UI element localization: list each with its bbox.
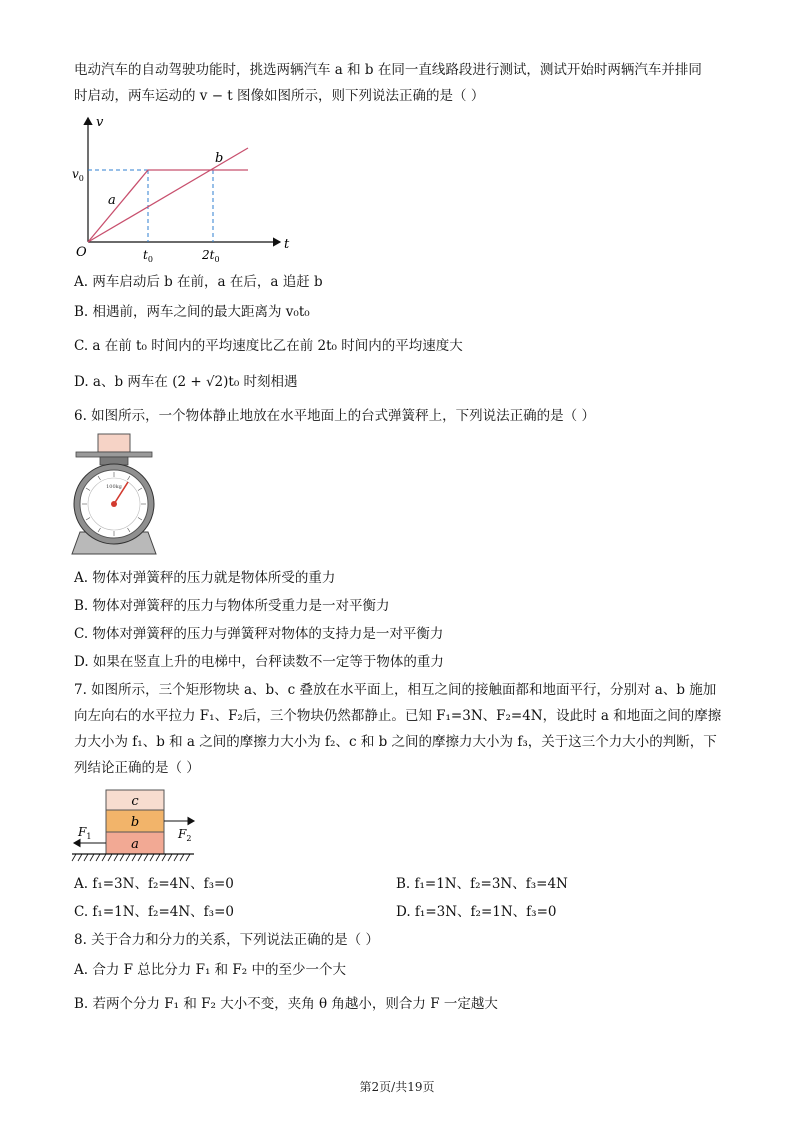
- block-b-label: b: [130, 815, 140, 830]
- q5-option-a: A. 两车启动后 b 在前，a 在后，a 追赶 b: [74, 274, 323, 290]
- q6-option-c: C. 物体对弹簧秤的压力与弹簧秤对物体的支持力是一对平衡力: [74, 626, 444, 642]
- q7-option-b: B. f₁=1N、f₂=3N、f₃=4N: [396, 876, 568, 892]
- vt-graph: [68, 112, 298, 267]
- q8-option-b: B. 若两个分力 F₁ 和 F₂ 大小不变，夹角 θ 角越小，则合力 F 一定越大: [74, 996, 498, 1012]
- q7-stem-line4: 列结论正确的是（ ）: [74, 760, 200, 776]
- page-footer: 第2页/共19页: [359, 1080, 435, 1094]
- q5-option-c: C. a 在前 t₀ 时间内的平均速度比乙在前 2t₀ 时间内的平均速度大: [74, 338, 463, 354]
- scale-label: 100kg: [106, 484, 122, 490]
- f2-sub: 2: [186, 834, 192, 843]
- q8-stem: 8. 关于合力和分力的关系，下列说法正确的是（ ）: [74, 932, 379, 948]
- origin-label: O: [76, 245, 87, 260]
- q7-stem-line3: 力大小为 f₁、b 和 a 之间的摩擦力大小为 f₂、c 和 b 之间的摩擦力大小为 f₃，关于这三个力大小的判断，下: [74, 734, 717, 750]
- spring-scale-figure: [70, 432, 160, 560]
- svg-text:v0: [72, 167, 84, 183]
- q7-option-d: D. f₁=3N、f₂=1N、f₃=0: [396, 904, 557, 920]
- blocks-figure: [70, 786, 200, 866]
- f1-label: F: [78, 825, 87, 839]
- axis-t-label: t: [284, 237, 290, 252]
- svg-text:F2: [177, 827, 191, 843]
- line-b-label: b: [215, 151, 224, 166]
- q5-option-d: D. a、b 两车在 (2 + √2)t₀ 时刻相遇: [74, 374, 298, 390]
- t0-sub: 0: [147, 255, 153, 264]
- svg-text:F1: [77, 825, 91, 841]
- axis-v-label: v: [96, 115, 104, 130]
- t0-label: t: [143, 248, 148, 262]
- block-c-label: c: [131, 794, 139, 809]
- q8-option-a: A. 合力 F 总比分力 F₁ 和 F₂ 中的至少一个大: [74, 962, 347, 978]
- q5-stem-line1: 电动汽车的自动驾驶功能时，挑选两辆汽车 a 和 b 在同一直线路段进行测试，测试开始时两辆汽车并排同: [74, 62, 702, 78]
- q6-option-d: D. 如果在竖直上升的电梯中，台秤读数不一定等于物体的重力: [74, 654, 444, 670]
- f1-sub: 1: [86, 832, 92, 841]
- svg-text:2t0: [201, 248, 220, 264]
- block-a-label: a: [131, 837, 139, 852]
- needle-hub: [111, 501, 117, 507]
- q6-option-b: B. 物体对弹簧秤的压力与物体所受重力是一对平衡力: [74, 598, 390, 614]
- v0-label: v: [72, 167, 79, 181]
- q6-option-a: A. 物体对弹簧秤的压力就是物体所受的重力: [74, 570, 336, 586]
- scale-platform: [76, 452, 152, 457]
- q5-stem-line2: 时启动，两车运动的 v − t 图像如图所示，则下列说法正确的是（ ）: [74, 88, 485, 104]
- q7-stem-line2: 向左向右的水平拉力 F₁、F₂后，三个物块仍然都静止。已知 F₁=3N、F₂=4N，设此时 a 和地面之间的摩擦: [74, 708, 722, 724]
- q7-option-c: C. f₁=1N、f₂=4N、f₃=0: [74, 904, 234, 920]
- q7-option-a: A. f₁=3N、f₂=4N、f₃=0: [74, 876, 234, 892]
- q5-option-b: B. 相遇前，两车之间的最大距离为 v₀t₀: [74, 304, 310, 320]
- svg-text:t0: [143, 248, 153, 264]
- t2-label: 2t: [202, 248, 215, 262]
- q6-stem: 6. 如图所示，一个物体静止地放在水平地面上的台式弹簧秤上，下列说法正确的是（ ）: [74, 408, 595, 424]
- object-box: [98, 434, 130, 452]
- q7-stem-line1: 7. 如图所示，三个矩形物块 a、b、c 叠放在水平面上，相互之间的接触面都和地面平行，分别对 a、b 施加: [74, 682, 717, 698]
- v0-sub: 0: [78, 174, 84, 183]
- t2-sub: 0: [214, 255, 220, 264]
- f2-label: F: [178, 827, 187, 841]
- line-a-label: a: [108, 193, 116, 208]
